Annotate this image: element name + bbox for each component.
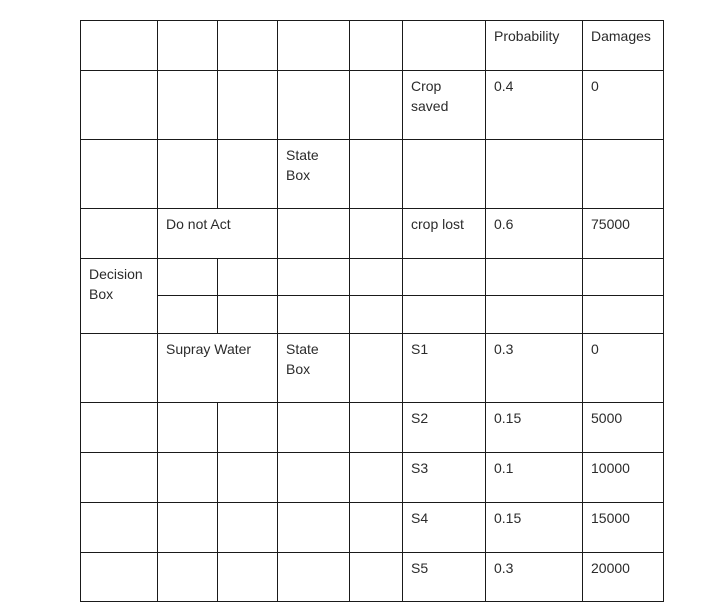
damages-header: Damages <box>583 21 664 71</box>
empty-cell <box>350 334 403 403</box>
empty-cell <box>158 553 218 602</box>
empty-cell <box>350 259 403 296</box>
empty-cell <box>158 21 218 71</box>
empty-cell <box>350 140 403 209</box>
state-label: S4 <box>403 503 486 553</box>
empty-cell <box>350 209 403 259</box>
empty-cell <box>158 140 218 209</box>
state-damages: 0 <box>583 334 664 403</box>
state-probability: 0.3 <box>486 334 583 403</box>
state-probability: 0.15 <box>486 503 583 553</box>
empty-cell <box>350 453 403 503</box>
crop-lost-damages: 75000 <box>583 209 664 259</box>
empty-cell <box>158 71 218 140</box>
empty-cell <box>218 503 278 553</box>
crop-saved-damages: 0 <box>583 71 664 140</box>
state-probability: 0.1 <box>486 453 583 503</box>
state-damages: 15000 <box>583 503 664 553</box>
empty-cell <box>218 553 278 602</box>
empty-cell <box>81 403 158 453</box>
empty-cell <box>218 403 278 453</box>
empty-cell <box>158 503 218 553</box>
state-box-spray-water: State Box <box>278 334 350 403</box>
state-label: S2 <box>403 403 486 453</box>
empty-cell <box>350 553 403 602</box>
state-probability: 0.15 <box>486 403 583 453</box>
state-row <box>81 553 664 602</box>
empty-cell <box>486 140 583 209</box>
state-row <box>81 503 664 553</box>
empty-cell <box>81 209 158 259</box>
spray-water-action: Supray Water <box>158 334 278 403</box>
empty-cell <box>218 21 278 71</box>
empty-cell <box>403 259 486 296</box>
empty-cell <box>218 259 278 296</box>
state-label: S3 <box>403 453 486 503</box>
state-box-do-not-act: State Box <box>278 140 350 209</box>
empty-cell <box>158 259 218 296</box>
empty-cell <box>486 259 583 296</box>
decision-row-top <box>81 259 664 296</box>
empty-cell <box>81 503 158 553</box>
empty-cell <box>350 71 403 140</box>
empty-cell <box>218 140 278 209</box>
state-damages: 10000 <box>583 453 664 503</box>
crop-saved-outcome: Crop saved <box>403 71 486 140</box>
state-row <box>81 403 664 453</box>
empty-cell <box>583 259 664 296</box>
empty-cell <box>350 403 403 453</box>
empty-cell <box>403 140 486 209</box>
empty-cell <box>278 259 350 296</box>
empty-cell <box>218 71 278 140</box>
empty-cell <box>350 21 403 71</box>
empty-cell <box>158 453 218 503</box>
empty-cell <box>583 140 664 209</box>
empty-cell <box>583 296 664 334</box>
state-label: S1 <box>403 334 486 403</box>
empty-cell <box>81 140 158 209</box>
spray-water-row <box>81 334 664 403</box>
do-not-act-action: Do not Act <box>158 209 278 259</box>
empty-cell <box>278 403 350 453</box>
empty-cell <box>278 21 350 71</box>
crop-saved-probability: 0.4 <box>486 71 583 140</box>
empty-cell <box>81 453 158 503</box>
empty-cell <box>81 71 158 140</box>
empty-cell <box>278 453 350 503</box>
empty-cell <box>278 553 350 602</box>
empty-cell <box>278 209 350 259</box>
probability-header: Probability <box>486 21 583 71</box>
empty-cell <box>218 296 278 334</box>
header-row <box>81 21 664 71</box>
empty-cell <box>158 296 218 334</box>
decision-row-bottom <box>81 296 664 334</box>
empty-cell <box>350 503 403 553</box>
crop-lost-probability: 0.6 <box>486 209 583 259</box>
state-label: S5 <box>403 553 486 602</box>
empty-cell <box>81 21 158 71</box>
do-not-act-row <box>81 209 664 259</box>
crop-saved-row <box>81 71 664 140</box>
state-damages: 20000 <box>583 553 664 602</box>
decision-box: Decision Box <box>81 259 158 334</box>
empty-cell <box>403 21 486 71</box>
empty-cell <box>81 553 158 602</box>
state-row <box>81 453 664 503</box>
state-probability: 0.3 <box>486 553 583 602</box>
empty-cell <box>486 296 583 334</box>
empty-cell <box>218 453 278 503</box>
empty-cell <box>350 296 403 334</box>
empty-cell <box>278 296 350 334</box>
empty-cell <box>81 334 158 403</box>
empty-cell <box>158 403 218 453</box>
state-box-row <box>81 140 664 209</box>
empty-cell <box>403 296 486 334</box>
decision-tree-table <box>80 20 664 602</box>
state-damages: 5000 <box>583 403 664 453</box>
empty-cell <box>278 503 350 553</box>
crop-lost-outcome: crop lost <box>403 209 486 259</box>
empty-cell <box>278 71 350 140</box>
